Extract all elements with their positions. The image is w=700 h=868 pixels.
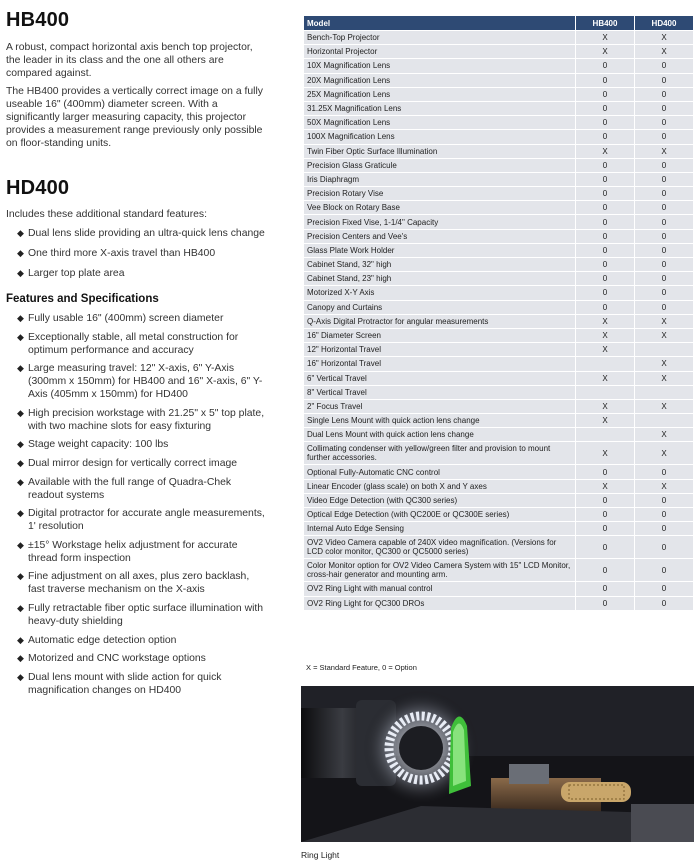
table-row xyxy=(304,328,694,342)
hb400-cell: X xyxy=(576,414,635,428)
feature-cell: OV2 Video Camera capable of 240X video magnification. (Versions for LCD color monitor, QC300 or QC5000 series) xyxy=(304,536,576,559)
hd400-feature-list xyxy=(6,227,268,280)
hb400-cell: 0 xyxy=(576,596,635,610)
feature-cell: Cabinet Stand, 32" high xyxy=(304,258,576,272)
list-item: ◆ Dual mirror design for vertically correct image xyxy=(17,457,238,469)
hd400-cell xyxy=(635,343,694,357)
bullet-icon: ◆ xyxy=(17,634,24,645)
bullet-icon: ◆ xyxy=(17,539,24,550)
list-item: ◆ Fully usable 16" (400mm) screen diameter xyxy=(17,313,224,324)
hd400-cell: X xyxy=(635,328,694,342)
feature-cell: Vee Block on Rotary Base xyxy=(304,201,576,215)
list-item: ◆ Stage weight capacity: 100 lbs xyxy=(17,439,169,451)
table-row xyxy=(304,465,694,479)
hd400-cell: 0 xyxy=(635,596,694,610)
hd400-cell: X xyxy=(635,357,694,371)
feature-cell: Linear Encoder (glass scale) on both X and Y axes xyxy=(304,479,576,493)
hb400-cell: 0 xyxy=(576,286,635,300)
feature-cell: Iris Diaphragm xyxy=(304,172,576,186)
hd400-cell: X xyxy=(635,371,694,385)
hb400-cell: X xyxy=(576,314,635,328)
hb400-cell: 0 xyxy=(576,87,635,101)
feature-cell: Internal Auto Edge Sensing xyxy=(304,522,576,536)
feature-cell: Optical Edge Detection (with QC200E or QC300E series) xyxy=(304,508,576,522)
hd400-cell: 0 xyxy=(635,286,694,300)
hd400-cell: 0 xyxy=(635,130,694,144)
bullet-icon: ◆ xyxy=(17,331,24,342)
table-row xyxy=(304,286,694,300)
hb400-cell xyxy=(576,357,635,371)
bullet-icon: ◆ xyxy=(17,671,24,682)
table-row xyxy=(304,559,694,582)
list-item: ◆ Fine adjustment on all axes, plus zero backlash, fast traverse mechanism on the X-axis xyxy=(17,571,250,596)
table-row xyxy=(304,87,694,101)
table-row xyxy=(304,314,694,328)
hb400-cell: 0 xyxy=(576,229,635,243)
table-row xyxy=(304,215,694,229)
feature-cell: 20X Magnification Lens xyxy=(304,73,576,87)
feature-cell: Single Lens Mount with quick action lens change xyxy=(304,414,576,428)
bullet-icon: ◆ xyxy=(17,407,24,418)
feature-cell: 10X Magnification Lens xyxy=(304,59,576,73)
hb400-cell: X xyxy=(576,442,635,465)
photo-caption: Ring Light xyxy=(301,850,340,860)
hd400-cell: 0 xyxy=(635,465,694,479)
hd400-cell: X xyxy=(635,31,694,45)
hd400-cell: 0 xyxy=(635,201,694,215)
table-row xyxy=(304,116,694,130)
bullet-icon: ◆ xyxy=(17,363,24,374)
hb400-cell: 0 xyxy=(576,272,635,286)
list-item: ◆ Exceptionally stable, all metal construction for optimum performance and accuracy xyxy=(17,331,239,356)
table-row xyxy=(304,130,694,144)
feature-cell: 100X Magnification Lens xyxy=(304,130,576,144)
hb400-cell: X xyxy=(576,479,635,493)
hb400-title: HB400 xyxy=(6,9,70,31)
feature-cell: Precision Centers and Vee's xyxy=(304,229,576,243)
feature-cell: 6" Vertical Travel xyxy=(304,371,576,385)
hd400-cell: 0 xyxy=(635,300,694,314)
ring-light-photo xyxy=(301,686,694,842)
hb400-cell: 0 xyxy=(576,493,635,507)
hd400-cell: 0 xyxy=(635,272,694,286)
header-model: Model xyxy=(304,16,576,31)
hd400-cell: 0 xyxy=(635,73,694,87)
table-row xyxy=(304,101,694,115)
bullet-icon: ◆ xyxy=(17,248,24,258)
hb400-cell: X xyxy=(576,399,635,413)
table-row xyxy=(304,596,694,610)
hd400-cell: 0 xyxy=(635,243,694,257)
feature-cell: Precision Rotary Vise xyxy=(304,187,576,201)
table-legend: X = Standard Feature, 0 = Option xyxy=(306,663,417,672)
feature-cell: Optional Fully-Automatic CNC control xyxy=(304,465,576,479)
hd400-cell: X xyxy=(635,442,694,465)
hd400-cell xyxy=(635,385,694,399)
hb400-cell: 0 xyxy=(576,187,635,201)
list-item: ◆ High precision workstage with 21.25" x 5" top plate, with two machine slots for easy fixturing xyxy=(17,407,265,432)
feature-cell: 50X Magnification Lens xyxy=(304,116,576,130)
table-row xyxy=(304,493,694,507)
hb400-cell: 0 xyxy=(576,243,635,257)
hd400-cell: X xyxy=(635,45,694,59)
feature-cell: Q-Axis Digital Protractor for angular measurements xyxy=(304,314,576,328)
features-specs-heading: Features and Specifications xyxy=(6,293,159,305)
feature-cell: Bench-Top Projector xyxy=(304,31,576,45)
list-item: ◆ Digital protractor for accurate angle measurements, 1' resolution xyxy=(17,508,265,533)
hb400-cell: 0 xyxy=(576,258,635,272)
hd400-cell: 0 xyxy=(635,215,694,229)
list-item: ◆ Fully retractable fiber optic surface illumination with heavy-duty shielding xyxy=(17,602,264,627)
bullet-icon: ◆ xyxy=(17,508,24,519)
hb400-cell: 0 xyxy=(576,59,635,73)
table-row xyxy=(304,508,694,522)
bullet-icon: ◆ xyxy=(17,457,24,468)
hb400-cell: X xyxy=(576,144,635,158)
hd400-cell: X xyxy=(635,144,694,158)
table-row xyxy=(304,258,694,272)
bullet-icon: ◆ xyxy=(17,653,24,664)
hd400-cell: 0 xyxy=(635,158,694,172)
hd400-cell: 0 xyxy=(635,187,694,201)
list-item: ◆ Motorized and CNC workstage options xyxy=(17,653,206,665)
list-item: ◆ Dual lens mount with slide action for quick magnification changes on HD400 xyxy=(17,671,222,696)
hb400-cell: X xyxy=(576,45,635,59)
list-item: ◆ Larger top plate area xyxy=(17,268,125,279)
table-row xyxy=(304,399,694,413)
feature-cell: 25X Magnification Lens xyxy=(304,87,576,101)
table-row xyxy=(304,371,694,385)
hb400-description-paragraph: The HB400 provides a vertically correct image on a fully useable 16" (400mm) diameter screen. With a significantly larger measuring capacity, this projector provides a measurement range previously only possible on floor-standing units. xyxy=(6,86,263,149)
hd400-cell: X xyxy=(635,428,694,442)
feature-cell: 31.25X Magnification Lens xyxy=(304,101,576,115)
header-hd400: HD400 xyxy=(635,16,694,31)
hd400-cell: X xyxy=(635,314,694,328)
bullet-icon: ◆ xyxy=(17,268,24,278)
feature-cell: Color Monitor option for OV2 Video Camera System with 15" LCD Monitor, cross-hair generator and mounting arm. xyxy=(304,559,576,582)
hb400-cell: 0 xyxy=(576,101,635,115)
table-row xyxy=(304,536,694,559)
table-row xyxy=(304,31,694,45)
feature-cell: 8" Vertical Travel xyxy=(304,385,576,399)
table-row xyxy=(304,385,694,399)
list-item: ◆ Dual lens slide providing an ultra-quick lens change xyxy=(17,228,265,239)
hb400-cell: X xyxy=(576,343,635,357)
hb400-cell: 0 xyxy=(576,73,635,87)
hd400-cell: 0 xyxy=(635,258,694,272)
hd400-intro: Includes these additional standard features: xyxy=(6,209,208,220)
table-row xyxy=(304,343,694,357)
ring-light-image xyxy=(301,686,694,842)
hd400-cell: 0 xyxy=(635,59,694,73)
hd400-cell: 0 xyxy=(635,508,694,522)
table-row xyxy=(304,300,694,314)
feature-cell: 2" Focus Travel xyxy=(304,399,576,413)
hd400-cell: 0 xyxy=(635,87,694,101)
hb400-cell: 0 xyxy=(576,522,635,536)
left-column xyxy=(6,8,268,702)
table-row xyxy=(304,442,694,465)
hd400-cell: 0 xyxy=(635,172,694,186)
hd400-cell: X xyxy=(635,479,694,493)
hd400-cell: 0 xyxy=(635,229,694,243)
table-row xyxy=(304,243,694,257)
table-row xyxy=(304,59,694,73)
hb400-intro-paragraph: A robust, compact horizontal axis bench top projector, the leader in its class and the one all others are compared against. xyxy=(6,42,253,79)
feature-cell: 12" Horizontal Travel xyxy=(304,343,576,357)
hb400-cell xyxy=(576,428,635,442)
feature-cell: Canopy and Curtains xyxy=(304,300,576,314)
hb400-cell: X xyxy=(576,328,635,342)
feature-cell: Twin Fiber Optic Surface Illumination xyxy=(304,144,576,158)
feature-cell: Cabinet Stand, 23" high xyxy=(304,272,576,286)
feature-cell: Precision Fixed Vise, 1-1/4" Capacity xyxy=(304,215,576,229)
table-row xyxy=(304,73,694,87)
feature-cell: OV2 Ring Light with manual control xyxy=(304,582,576,596)
hb400-cell: X xyxy=(576,31,635,45)
header-hb400: HB400 xyxy=(576,16,635,31)
hb400-cell: 0 xyxy=(576,508,635,522)
feature-cell: Motorized X-Y Axis xyxy=(304,286,576,300)
hd400-cell: 0 xyxy=(635,559,694,582)
hb400-cell: 0 xyxy=(576,201,635,215)
hb400-cell: X xyxy=(576,371,635,385)
hb400-cell: 0 xyxy=(576,130,635,144)
hb400-cell: 0 xyxy=(576,300,635,314)
table-row xyxy=(304,522,694,536)
feature-cell: Video Edge Detection (with QC300 series) xyxy=(304,493,576,507)
feature-cell: Collimating condenser with yellow/green filter and provision to mount further accessories. xyxy=(304,442,576,465)
feature-cell: 16" Horizontal Travel xyxy=(304,357,576,371)
table-row xyxy=(304,357,694,371)
table-row xyxy=(304,172,694,186)
table-header-row xyxy=(304,16,694,31)
bullet-icon: ◆ xyxy=(17,602,24,613)
table-row xyxy=(304,428,694,442)
hd400-cell xyxy=(635,414,694,428)
hb400-cell: 0 xyxy=(576,559,635,582)
bullet-icon: ◆ xyxy=(17,439,24,450)
table-row xyxy=(304,414,694,428)
features-specs-list xyxy=(6,312,268,697)
hb400-cell: 0 xyxy=(576,582,635,596)
feature-cell: OV2 Ring Light for QC300 DROs xyxy=(304,596,576,610)
hb400-cell xyxy=(576,385,635,399)
feature-cell: 16" Diameter Screen xyxy=(304,328,576,342)
hd400-cell: 0 xyxy=(635,522,694,536)
bullet-icon: ◆ xyxy=(17,571,24,582)
feature-cell: Horizontal Projector xyxy=(304,45,576,59)
list-item: ◆ Automatic edge detection option xyxy=(17,634,177,646)
table-row xyxy=(304,158,694,172)
hd400-cell: 0 xyxy=(635,116,694,130)
feature-cell: Precision Glass Graticule xyxy=(304,158,576,172)
list-item: ◆ Large measuring travel: 12" X-axis, 6" Y-Axis (300mm x 150mm) for HB400 and 16" X-axis, 6" Y-Axis (405mm x 150mm) for HD400 xyxy=(17,363,263,401)
table-row xyxy=(304,201,694,215)
hb400-cell: 0 xyxy=(576,465,635,479)
table-row xyxy=(304,582,694,596)
table-row xyxy=(304,144,694,158)
hb400-cell: 0 xyxy=(576,172,635,186)
bullet-icon: ◆ xyxy=(17,313,24,323)
table-row xyxy=(304,229,694,243)
table-row xyxy=(304,45,694,59)
hd400-cell: 0 xyxy=(635,493,694,507)
list-item: ◆ ±15° Workstage helix adjustment for accurate thread form inspection xyxy=(17,539,238,564)
hd400-title: HD400 xyxy=(6,177,70,199)
table-row xyxy=(304,479,694,493)
hb400-cell: 0 xyxy=(576,116,635,130)
hd400-cell: X xyxy=(635,399,694,413)
table-body xyxy=(304,31,694,611)
feature-cell: Dual Lens Mount with quick action lens change xyxy=(304,428,576,442)
bullet-icon: ◆ xyxy=(17,476,24,487)
hd400-cell: 0 xyxy=(635,582,694,596)
list-item: ◆ Available with the full range of Quadra-Chek readout systems xyxy=(17,476,232,501)
feature-cell: Glass Plate Work Holder xyxy=(304,243,576,257)
hb400-cell: 0 xyxy=(576,536,635,559)
list-item: ◆ One third more X-axis travel than HB400 xyxy=(17,248,216,259)
hd400-cell: 0 xyxy=(635,536,694,559)
hd400-cell: 0 xyxy=(635,101,694,115)
bullet-icon: ◆ xyxy=(17,228,24,238)
hb400-cell: 0 xyxy=(576,215,635,229)
model-comparison-table xyxy=(303,15,694,611)
table-row xyxy=(304,187,694,201)
hb400-cell: 0 xyxy=(576,158,635,172)
table-row xyxy=(304,272,694,286)
